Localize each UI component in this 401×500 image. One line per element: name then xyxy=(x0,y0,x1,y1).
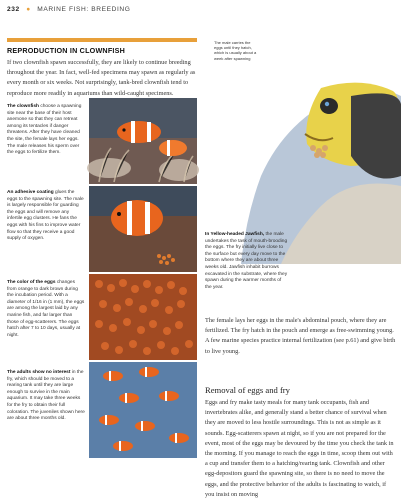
header-bullet-icon: ● xyxy=(26,6,31,13)
caption-text: the male undertakes the task of mouth-brooding the eggs. The fry initially live close to the surface but every day move to the bottom where they are about three weeks old. Jawfish inhabit burrows excavated in the substrate, where they spawn during the warmer months of the year. xyxy=(205,232,288,290)
jawfish-caption xyxy=(205,232,289,291)
clownfish-eggs-closeup-photo xyxy=(89,274,197,360)
page-number: 232 xyxy=(7,6,20,13)
caption-lead: In Yellow-headed Jawfish, xyxy=(205,232,265,237)
juvenile-clownfish-photo xyxy=(89,362,197,458)
caption-lead: The adults show no interest xyxy=(7,370,71,375)
caption-lead: The clownfish xyxy=(7,104,39,109)
caption-text: in the fry, which should be moved to a rearing tank until they are large enough to survive in the main aquarium. It may take three weeks for the fry to obtain their full coloration. The juveniles shown here are about three months old. xyxy=(7,370,85,422)
section-accent-rule xyxy=(7,38,197,42)
sidebar-caption-1 xyxy=(7,104,85,157)
caption-text: choose a spawning site near the base of their host anemone so that they can retreat among its tentacles if danger threatens. After they have cleaned the site, the female lays her eggs. The male releases his sperm over the eggs to fertilize them. xyxy=(7,104,82,156)
body-paragraph-bottom: Eggs and fry make tasty meals for many tank occupants, fish and invertebrates alike, and generally stand a better chance of survival when they are moved to less hostile surroundings. This is not as simple as it sounds. Egg-scatterers spawn at night, so if you are not prepared for the event, most of the eggs may be devoured by the time you check the tank in the morning. If you manage to reach the eggs in time, scoop them out with a cup and transfer them to a hatching/rearing tank. Clownfish and other egg-depositors guard the spawning site, so there is no need to move the eggs, and the protective behavior of the adults is fascinating to watch, if you insist on moving xyxy=(205,399,394,498)
caption-lead: An adhesive coating xyxy=(7,190,54,195)
running-title: MARINE FISH: BREEDING xyxy=(37,6,131,13)
clownfish-pair-photo xyxy=(89,98,197,184)
caption-text: glues the eggs to the spawning site. The male is largely responsible for guarding the eggs and will remove any infertile egg clusters. He fans the eggs with his fins to improve water flow so that they receive a good supply of oxygen. xyxy=(7,190,84,242)
body-paragraph-top: The female lays her eggs in the male's abdominal pouch, where they are fertilized. The fry hatch in the pouch and emerge as free-swimming young. A few marine species practice internal fertilization (see p.61) and give birth to live young. xyxy=(205,317,396,355)
intro-paragraph: If two clownfish spawn successfully, they are likely to continue breeding throughout the year. In fact, well-fed specimens may spawn as regularly as every month or six weeks. Not surprisingly, tank-bred clownfish tend to reproduce more readily in aquariums than wild-caught specimens. xyxy=(7,59,196,97)
yellow-headed-jawfish-photo xyxy=(201,36,401,264)
caption-text: changes from orange to dark brown during the incubation period. With a diameter of 1/16 in (1 mm), the eggs are among the largest laid by any marine fish, and far larger than those of egg-scatterers. The eggs hatch after 7 to 10 days, usually at night. xyxy=(7,280,85,338)
clownfish-guarding-eggs-photo xyxy=(89,186,197,272)
jawfish-callout: The male carries the eggs until they hatch, which is usually about a week after spawning xyxy=(214,40,257,61)
running-header xyxy=(7,6,130,13)
caption-lead: The color of the eggs xyxy=(7,280,56,285)
sidebar-caption-3 xyxy=(7,280,85,339)
subheading-removal: Removal of eggs and fry xyxy=(205,385,290,395)
sidebar-caption-4 xyxy=(7,370,85,423)
section-title: REPRODUCTION IN CLOWNFISH xyxy=(7,46,125,55)
sidebar-caption-2 xyxy=(7,190,85,243)
